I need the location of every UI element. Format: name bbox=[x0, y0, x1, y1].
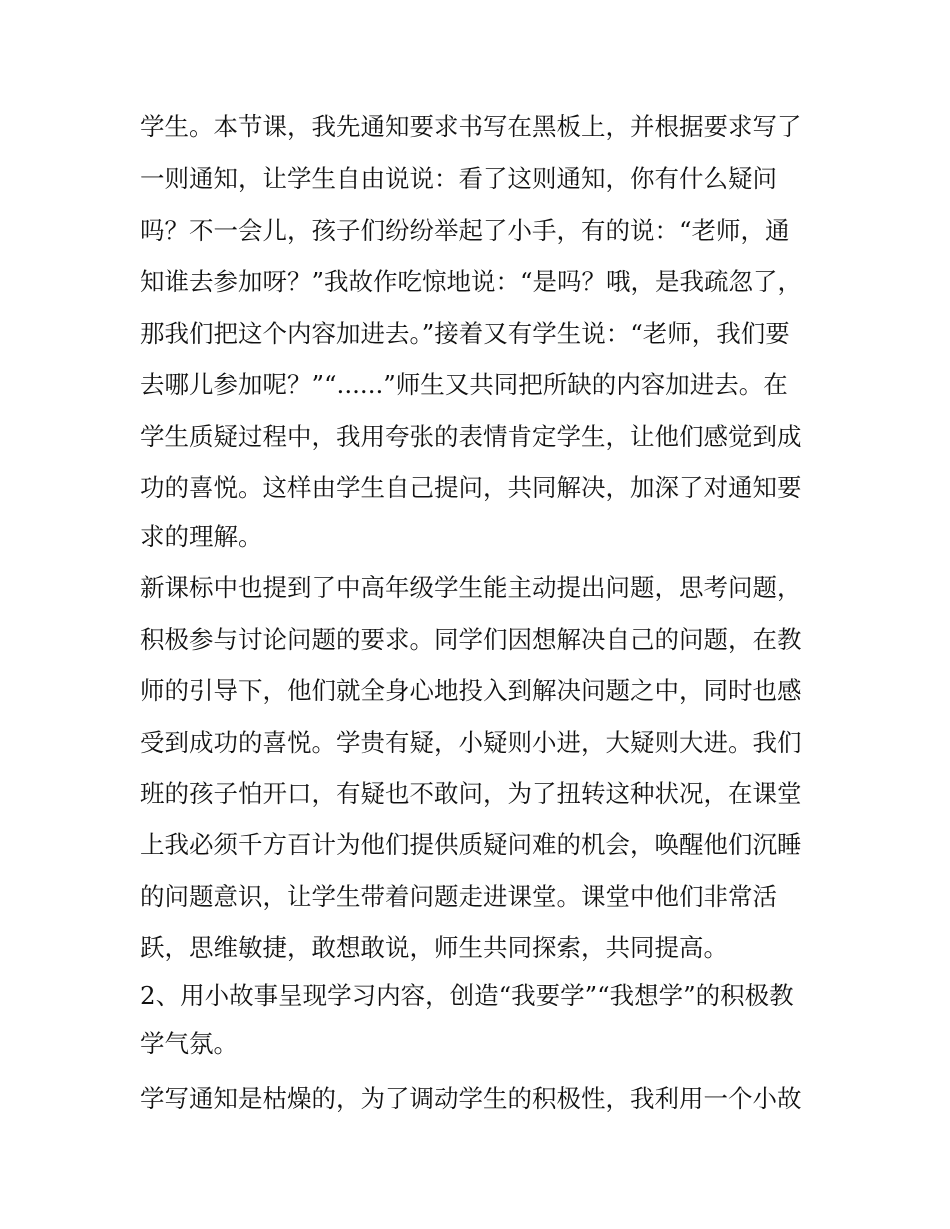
text-line: 去哪儿参加呢？”“......”师生又共同把所缺的内容加进去。在 bbox=[140, 370, 788, 399]
text-line: 积极参与讨论问题的要求。同学们因想解决自己的问题，在教 bbox=[140, 625, 802, 654]
text-line: 知谁去参加呀？”我故作吃惊地说：“是吗？哦，是我疏忽了， bbox=[140, 267, 803, 296]
section-heading-line: 学气氛。 bbox=[140, 1029, 238, 1058]
text-line: 学生质疑过程中，我用夸张的表情肯定学生，让他们感觉到成 bbox=[140, 422, 802, 451]
text-line: 功的喜悦。这样由学生自己提问，共同解决，加深了对通知要 bbox=[140, 473, 802, 502]
text-line: 师的引导下，他们就全身心地投入到解决问题之中，同时也感 bbox=[140, 676, 802, 705]
text-line: 班的孩子怕开口，有疑也不敢问，为了扭转这种状况，在课堂 bbox=[140, 779, 802, 808]
text-line: 那我们把这个内容加进去。”接着又有学生说：“老师，我们要 bbox=[140, 319, 790, 348]
text-line: 吗？不一会儿，孩子们纷纷举起了小手，有的说：“老师，通 bbox=[140, 216, 790, 245]
text-line: 上我必须千方百计为他们提供质疑问难的机会，唤醒他们沉睡 bbox=[140, 830, 802, 859]
text-line: 受到成功的喜悦。学贵有疑，小疑则小进，大疑则大进。我们 bbox=[140, 728, 802, 757]
text-line: 的问题意识，让学生带着问题走进课堂。课堂中他们非常活 bbox=[140, 882, 777, 911]
text-line: 一则通知，让学生自由说说：看了这则通知，你有什么疑问 bbox=[140, 164, 777, 193]
text-line: 学写通知是枯燥的，为了调动学生的积极性，我利用一个小故 bbox=[140, 1084, 802, 1113]
text-line: 求的理解。 bbox=[140, 522, 263, 551]
text-line: 学生。本节课，我先通知要求书写在黑板上，并根据要求写了 bbox=[140, 112, 802, 141]
text-line: 新课标中也提到了中高年级学生能主动提出问题，思考问题， bbox=[140, 573, 802, 602]
section-heading-line: 2、用小故事呈现学习内容，创造“我要学”“我想学”的积极教 bbox=[140, 981, 794, 1010]
text-line: 跃，思维敏捷，敢想敢说，师生共同探索，共同提高。 bbox=[140, 933, 728, 962]
